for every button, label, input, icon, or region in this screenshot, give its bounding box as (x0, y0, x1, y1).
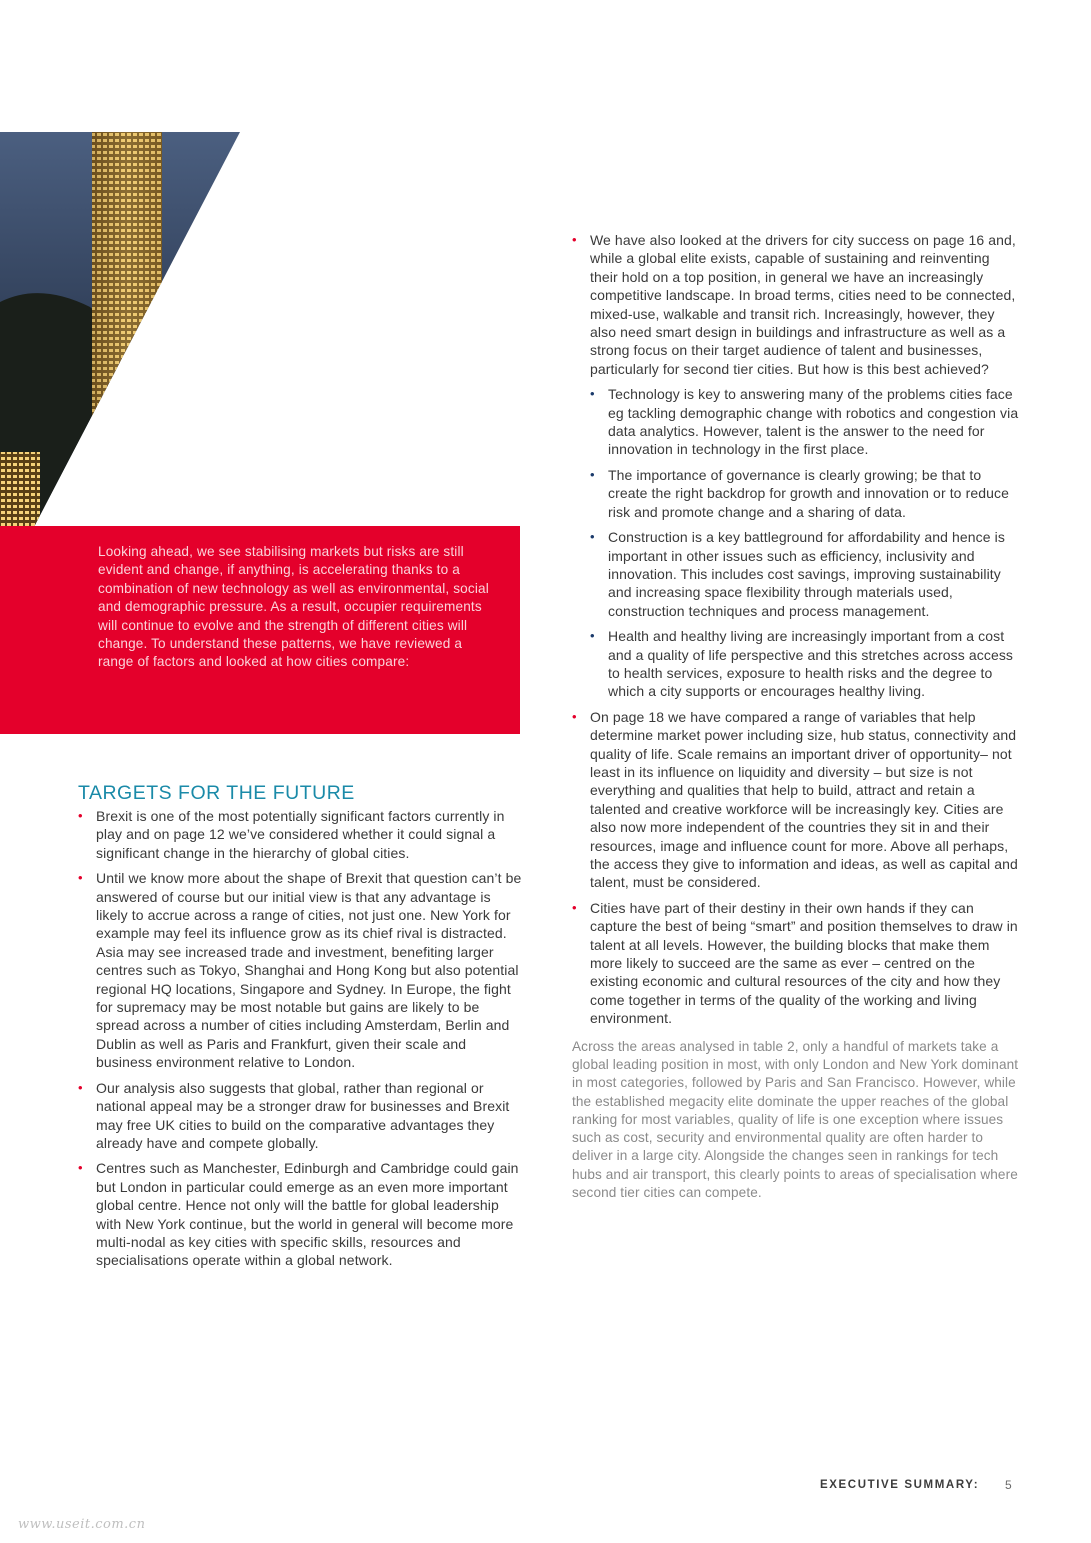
bullet-icon: • (78, 870, 83, 886)
sub-bullet-icon: • (590, 628, 595, 644)
list-item (78, 807, 523, 862)
bullet-icon: • (78, 1079, 83, 1095)
list-item-text: Brexit is one of the most potentially significant factors currently in play and on page 12 we’ve considered whether it could signal a significant change in the hierarchy of global cities. (96, 808, 505, 861)
list-item (572, 708, 1019, 892)
sub-list-item-text: Technology is key to answering many of the problems cities face eg tackling demographic change with robotics and congestion via data analytics. However, talent is the answer to the need for innovation in technology in the first place. (608, 386, 1019, 458)
sub-bullet-icon: • (590, 386, 595, 402)
list-item (572, 231, 1019, 701)
section-heading: TARGETS FOR THE FUTURE (78, 782, 355, 804)
left-bullet-list (78, 807, 523, 1270)
summary-paragraph: Across the areas analysed in table 2, only a handful of markets take a global leading position in most, with only London and New York dominant in most categories, followed by Paris and San Francisco. However, while the established megacity elite dominate the upper reaches of the global ranking for most variables, quality of life is one exception where issues such as cost, security and environmental quality are often harder to deliver in a large city. Alongside the changes seen in rankings for tech hubs and air transport, this clearly points to areas of specialisation where second tier cities can compete. (572, 1038, 1019, 1201)
callout-text: Looking ahead, we see stabilising markets but risks are still evident and change, if anything, is accelerating thanks to a combination of new technology as well as environmental, social and demographic pressure. As a result, occupier requirements will continue to evolve and the strength of different cities will change. To understand these patterns, we have reviewed a range of factors and looked at how cities compare: (98, 544, 489, 670)
bullet-icon: • (572, 232, 577, 247)
list-item-text: Cities have part of their destiny in their own hands if they can capture the best of being “smart” and position themselves to draw in talent at all levels. However, the building blocks that make them more likely to succeed are the same as ever – centred on the existing economic and cultural resources of the city and how they come together in terms of the quality of the working and living environment. (590, 899, 1018, 1027)
sub-list-item-text: The importance of governance is clearly growing; be that to create the right backdrop for growth and innovation or to reduce risk and promote change and a sharing of data. (608, 466, 1009, 520)
watermark: www.useit.com.cn (18, 1517, 146, 1532)
list-item-text: Our analysis also suggests that global, rather than regional or national appeal may be a stronger draw for businesses and Brexit may free UK cities to build on the comparative advantages they already have and compete globally. (96, 1079, 510, 1151)
list-item (78, 869, 523, 1071)
bullet-icon: • (572, 899, 577, 915)
footer-section-label: EXECUTIVE SUMMARY: (820, 1479, 980, 1491)
sub-bullet-icon: • (590, 466, 595, 482)
city-skyline-photo (0, 132, 240, 592)
list-item-text: Centres such as Manchester, Edinburgh and Cambridge could gain but London in particular could emerge as an even more important global centre. Hence not only will the battle for global leadership with New York continue, but the world in general will become more multi-nodal as key cities with specific skills, resources and specialisations operate within a global network. (96, 1160, 519, 1269)
right-column (572, 231, 1019, 1202)
list-item-text: We have also looked at the drivers for city success on page 16 and, while a global elite exists, capable of sustaining and reinventing their hold on a top position, in general we have an increasingly competitive landscape. In broad terms, cities need to be connected, mixed-use, walkable and transit rich. Increasingly, however, they also need smart design in buildings and infrastructure as well as a strong focus on their target audience of talent and businesses, particularly for second tier cities. But how is this best achieved? (590, 232, 1016, 377)
right-bullet-list (572, 231, 1019, 1028)
sub-list-item (590, 528, 1019, 620)
bullet-icon: • (78, 1160, 83, 1176)
list-item-text: Until we know more about the shape of Brexit that question can’t be answered of course but our initial view is that any advantage is likely to accrue across a range of cities, not just one. New York for example may feel its influence grow as its chief rival is distracted. Asia may see increased trade and investment, benefiting larger centres such as Tokyo, Shanghai and Hong Kong but also potential regional HQ locations, Singapore and Sydney. In Europe, the fight for supremacy may be most notable but gains are likely to be spread across a number of cities including Amsterdam, Berlin and Dublin as well as Paris and Frankfurt, given their scale and business environment relative to London. (96, 870, 522, 1071)
sub-list-item-text: Health and healthy living are increasingly important from a cost and a quality of life perspective and this stretches across access to health services, exposure to health risks and the degree to which a city supports or encourages healthy living. (608, 628, 1014, 700)
sub-list-item (590, 466, 1019, 521)
list-item (78, 1079, 523, 1153)
sub-list-item (590, 385, 1019, 459)
bullet-icon: • (78, 808, 83, 823)
list-item (78, 1159, 523, 1269)
list-item (572, 899, 1019, 1028)
page-number: 5 (1005, 1478, 1012, 1492)
sub-list-item-text: Construction is a key battleground for affordability and hence is important in other issues such as efficiency, inclusivity and innovation. This includes cost savings, improving sustainability and increasing space flexibility through materials used, construction techniques and process management. (608, 529, 1005, 619)
bullet-icon: • (572, 708, 577, 724)
sub-bullet-list (590, 385, 1019, 701)
sub-bullet-icon: • (590, 529, 595, 545)
sub-list-item (590, 627, 1019, 701)
left-column (78, 781, 523, 1277)
list-item-text: On page 18 we have compared a range of variables that help determine market power including size, hub status, connectivity and quality of life. Scale remains an important driver of opportunity– not least in its influence on liquidity and diversity – but size is not everything and qualities that help to build, attract and retain a talented and creative workforce will be increasingly key. Cities are also now more independent of the countries they sit in and their resources, image and influence count for more. Above all perhaps, the access they give to information and ideas, as well as capital and talent, must be considered. (590, 708, 1018, 891)
